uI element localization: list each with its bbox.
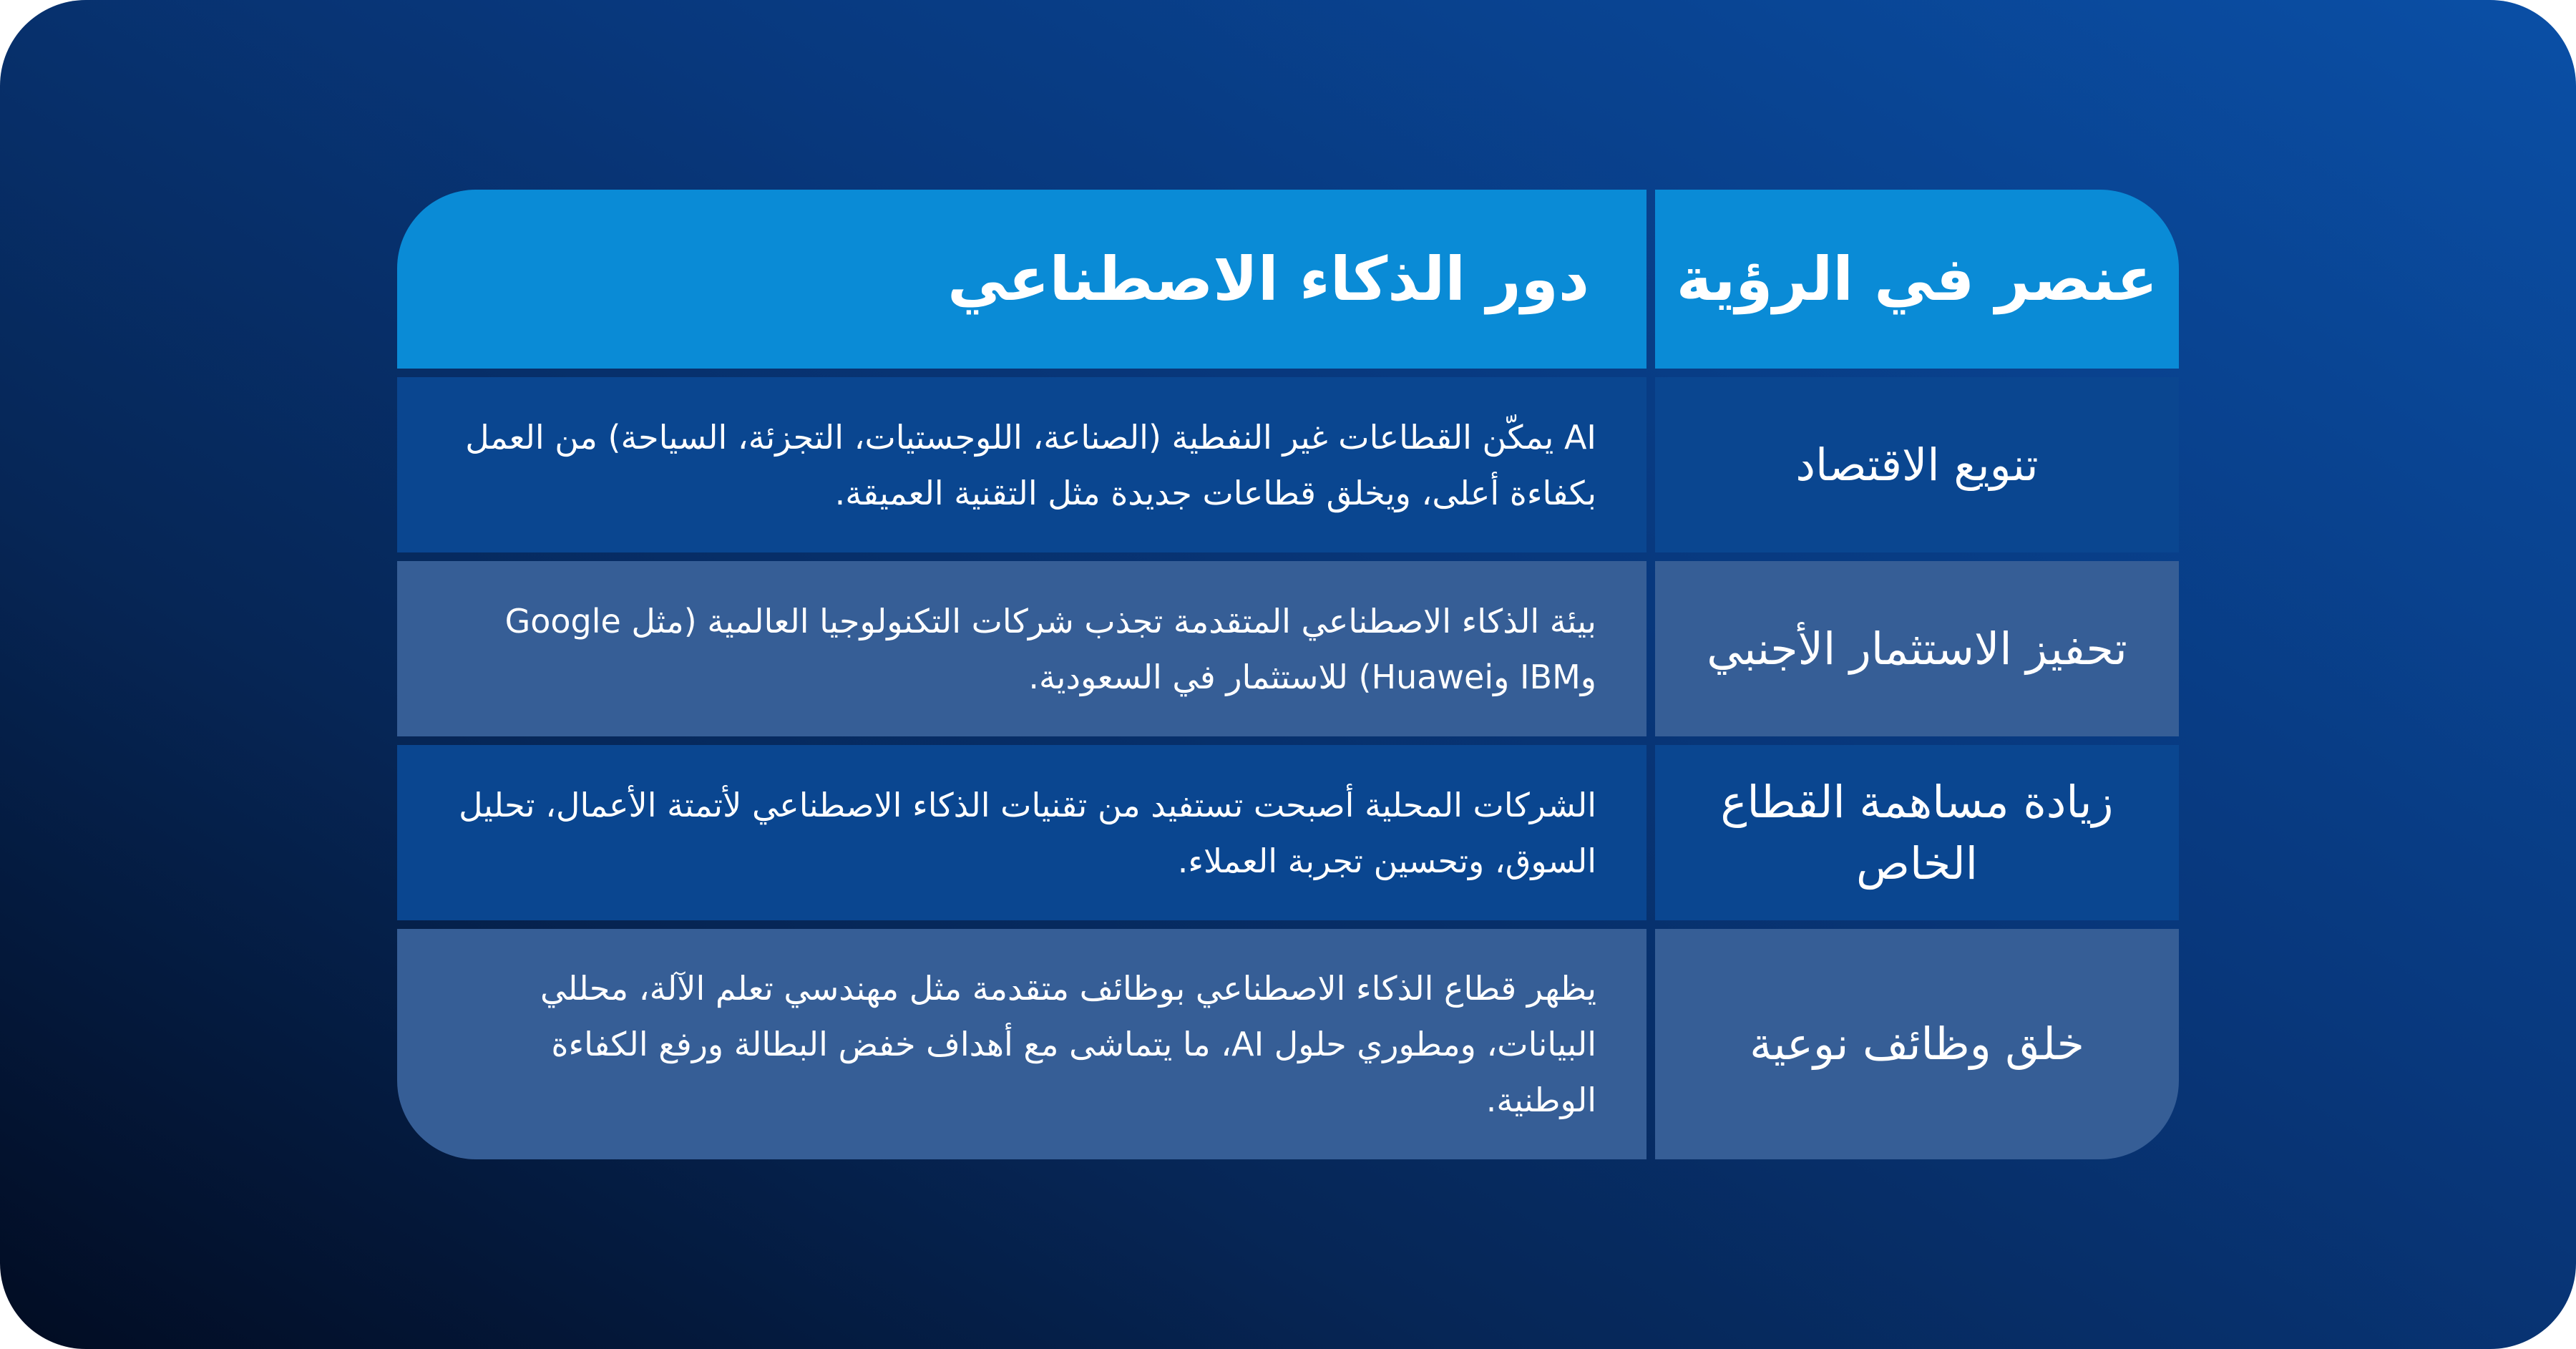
- row-3-element: زيادة مساهمة القطاع الخاص: [1655, 745, 2179, 920]
- row-1-description: AI يمكّن القطاعات غير النفطية (الصناعة، اللوجستيات، التجزئة، السياحة) من العمل بكفاءة أعلى، ويخلق قطاعات جديدة مثل التقنية العميقة.: [397, 377, 1646, 552]
- row-2-element: تحفيز الاستثمار الأجنبي: [1655, 561, 2179, 736]
- row-4-element: خلق وظائف نوعية: [1655, 929, 2179, 1159]
- header-ai-role: دور الذكاء الاصطناعي: [397, 190, 1646, 369]
- row-2-description: بيئة الذكاء الاصطناعي المتقدمة تجذب شركات التكنولوجيا العالمية (مثل Google وIBM وHuawei) للاستثمار في السعودية.: [397, 561, 1646, 736]
- row-3-description: الشركات المحلية أصبحت تستفيد من تقنيات الذكاء الاصطناعي لأتمتة الأعمال، تحليل السوق، وتحسين تجربة العملاء.: [397, 745, 1646, 920]
- row-4-description: يظهر قطاع الذكاء الاصطناعي بوظائف متقدمة مثل مهندسي تعلم الآلة، محللي البيانات، ومطوري حلول AI، ما يتماشى مع أهداف خفض البطالة ورفع الكفاءة الوطنية.: [397, 929, 1646, 1159]
- header-vision-element: عنصر في الرؤية: [1655, 190, 2179, 369]
- vision-ai-table: [397, 190, 2179, 1159]
- row-1-element: تنويع الاقتصاد: [1655, 377, 2179, 552]
